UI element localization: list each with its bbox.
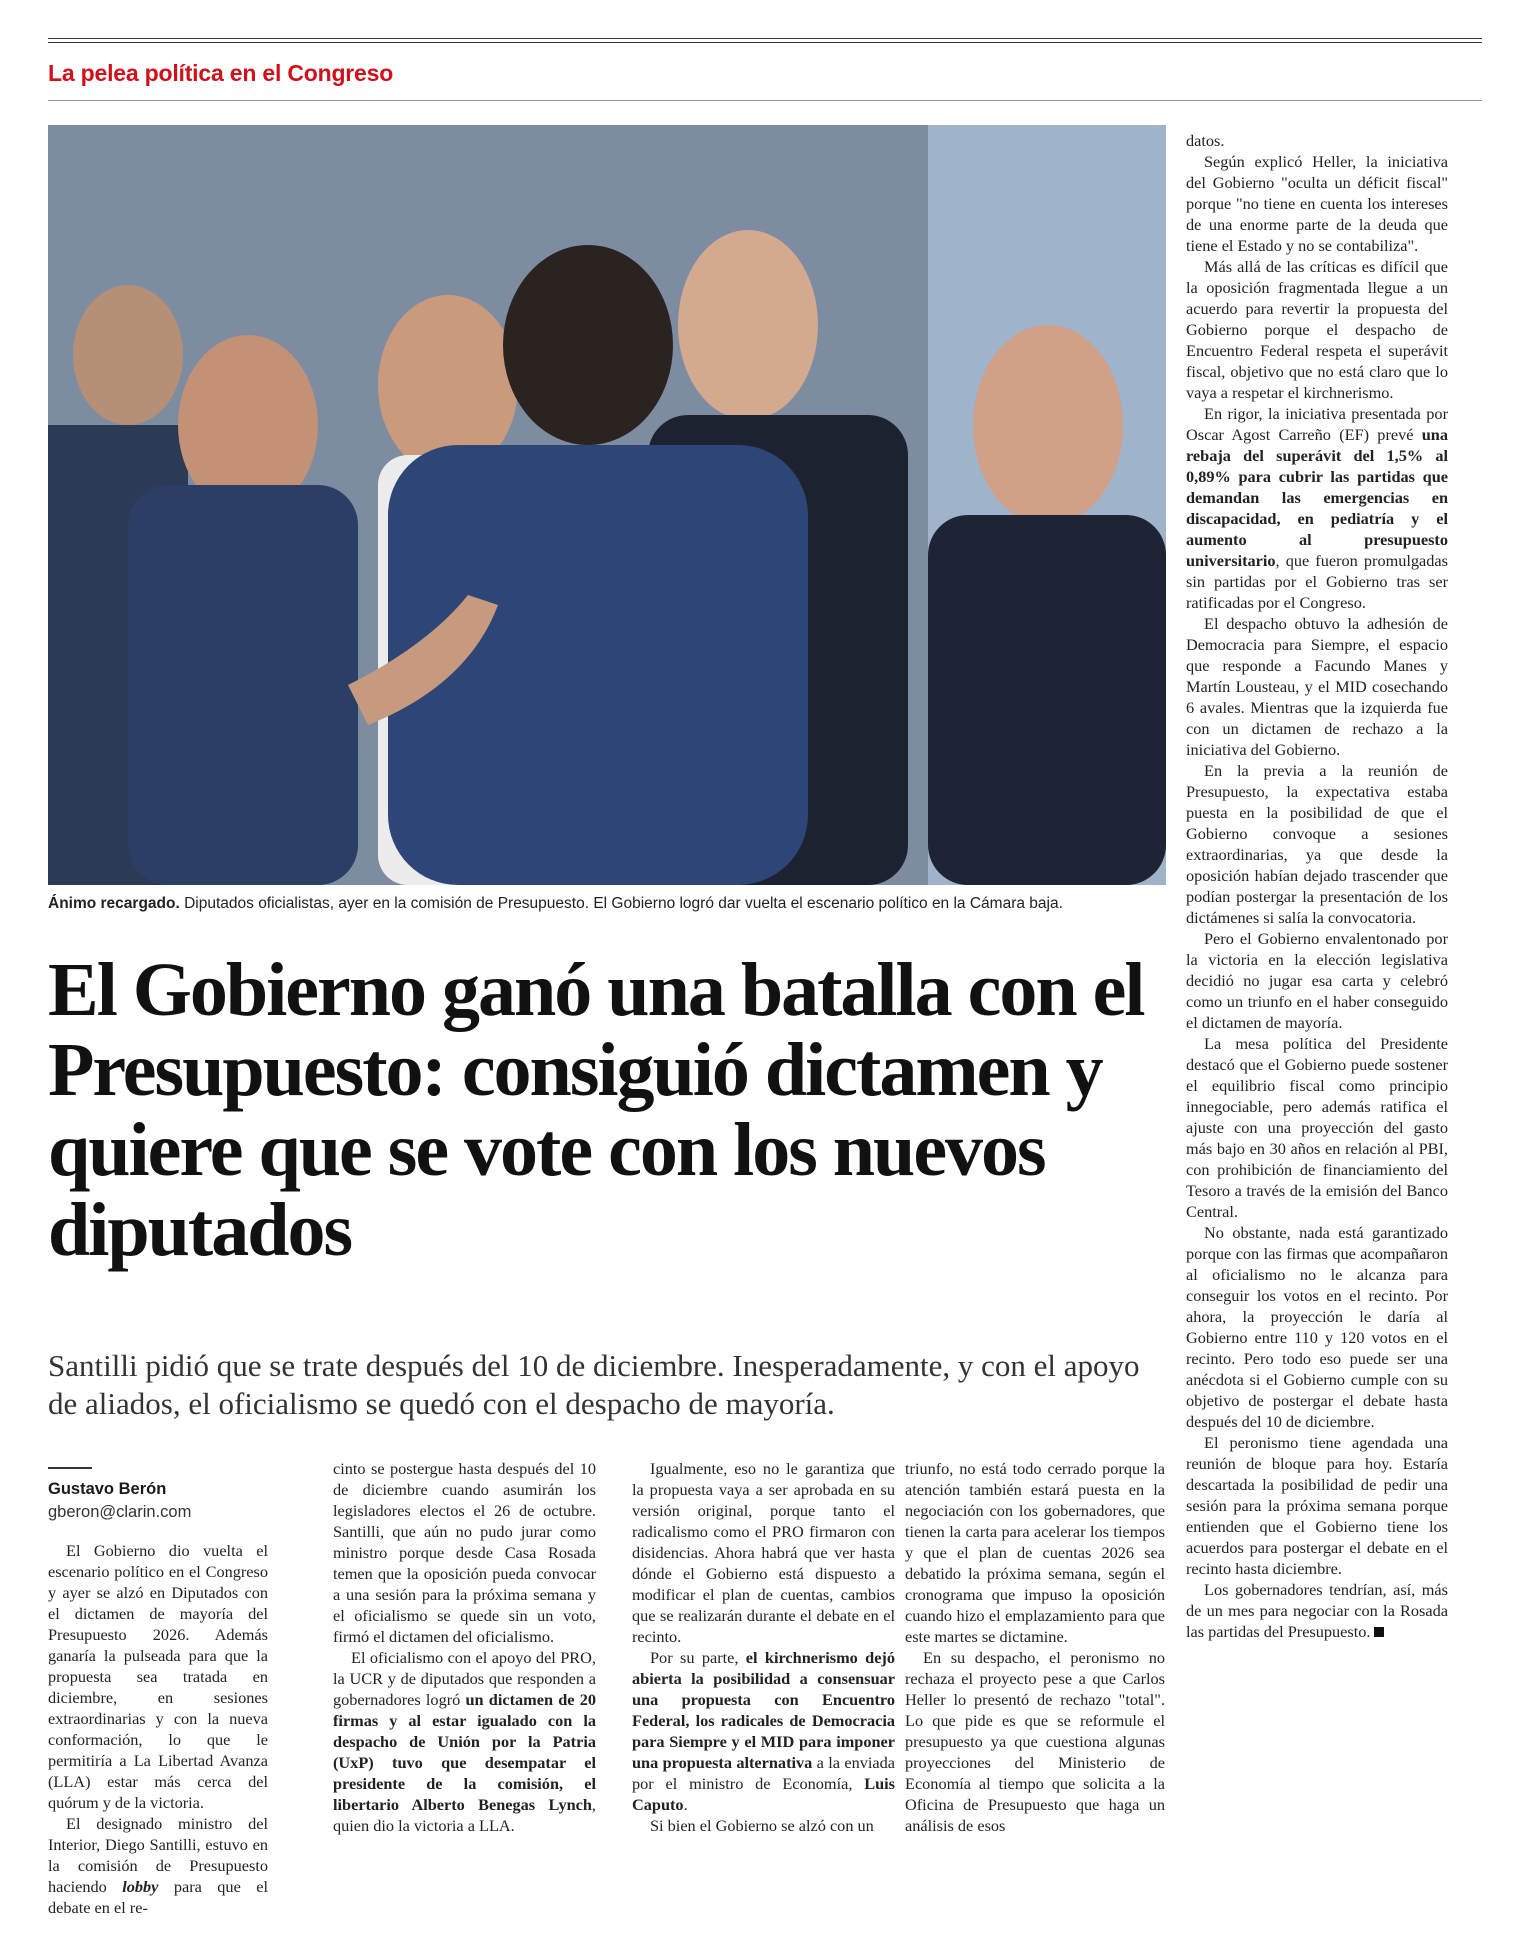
caption-text: Diputados oficialistas, ayer en la comisión de Presupuesto. El Gobierno logró dar vuelta el escenario político en la Cámara baja. bbox=[179, 895, 1063, 912]
text-run: Por su parte, bbox=[650, 1648, 746, 1667]
paragraph bbox=[333, 1647, 596, 1836]
deck-subtitle: Santilli pidió que se trate después del 10 de diciembre. Inesperadamente, y con el apoyo de aliados, el oficialismo se quedó con el despacho de mayoría. bbox=[48, 1348, 1140, 1421]
headline: El Gobierno ganó una batalla con el Presupuesto: consiguió dictamen y quiere que se vote con los nuevos diputados bbox=[48, 948, 1144, 1272]
body-column-3 bbox=[632, 1458, 895, 1836]
byline-rule bbox=[48, 1467, 92, 1469]
paragraph: Igualmente, eso no le garantiza que la propuesta vaya a ser aprobada en su versión original, porque tanto el radicalismo como el PRO firmaron con disidencias. Ahora habrá que ver hasta dónde el Gobierno está dispuesto a modificar el plan de cuentas, cambios que se realizarán durante el debate en el recinto. bbox=[632, 1459, 895, 1646]
bold-run: un dictamen de 20 firmas y al estar igualado con la despacho de Unión por la Patria (UxP) tuvo que desempatar el presidente de la comisión, el libertario Alberto Benegas Lynch bbox=[333, 1690, 596, 1814]
bold-run: Luis Caputo bbox=[632, 1774, 895, 1814]
paragraph: El Gobierno dio vuelta el escenario político en el Congreso y ayer se alzó en Diputados con el dictamen de mayoría del Presupuesto 2026. Además ganaría la pulseada para que la propuesta sea tratada en diciembre, en sesiones extraordinarias y con la nueva conformación, lo que le permitiría a La Libertad Avanza (LLA) estar más cerca del quórum y de la victoria. bbox=[48, 1541, 268, 1812]
paragraph: No obstante, nada está garantizado porque con las firmas que acompañaron al oficialismo no le alcanza para conseguir los votos en el recinto. Por ahora, la proyección le daría al Gobierno entre 110 y 120 votos en el recinto. Pero todo eso puede ser una anécdota si el Gobierno cumple con su objetivo de postergar el debate hasta después del 10 de diciembre. bbox=[1186, 1223, 1448, 1431]
text-run: , quien dio la victoria a LLA. bbox=[333, 1795, 596, 1835]
text-run: El oficialismo con el apoyo del PRO, la UCR y de diputados que responden a gobernadores logró bbox=[333, 1648, 596, 1709]
section-label: La pelea política en el Congreso bbox=[48, 60, 394, 86]
body-column-5 bbox=[1186, 130, 1448, 1642]
body-column-4 bbox=[905, 1458, 1165, 1836]
text-run: Los gobernadores tendrían, así, más de un mes para negociar con la Rosada las partidas del Presupuesto. bbox=[1186, 1580, 1448, 1641]
paragraph bbox=[1186, 403, 1448, 613]
paragraph: Según explicó Heller, la iniciativa del Gobierno "oculta un déficit fiscal" porque "no tiene en cuenta los intereses de una enorme parte de la deuda que tiene el Estado y no se contabiliza". bbox=[1186, 152, 1448, 255]
paragraph: Más allá de las críticas es difícil que la oposición fragmentada llegue a un acuerdo para revertir la propuesta del Gobierno porque el despacho de Encuentro Federal respeta el superávit fiscal, objetivo que no está claro que lo vaya a respetar el kirchnerismo. bbox=[1186, 257, 1448, 402]
italic-run: lobby bbox=[122, 1877, 159, 1896]
section-rule bbox=[48, 100, 1482, 101]
news-photo bbox=[48, 125, 1166, 885]
paragraph: Si bien el Gobierno se alzó con un bbox=[650, 1816, 874, 1835]
paragraph bbox=[632, 1647, 895, 1815]
byline-author: Gustavo Berón bbox=[48, 1480, 167, 1498]
photo-illustration bbox=[48, 125, 1166, 885]
text-run: a la enviada por el ministro de Economía, bbox=[632, 1753, 896, 1793]
bold-run: el kirchnerismo dejó abierta la posibilidad a consensuar una propuesta con Encuentro Federal, los radicales de Democracia para Siempre y el MID para imponer una propuesta alternativa bbox=[632, 1648, 895, 1772]
photo-caption bbox=[48, 895, 1166, 913]
paragraph bbox=[48, 1813, 268, 1918]
body-column-2 bbox=[333, 1458, 596, 1836]
paragraph: datos. bbox=[1186, 131, 1225, 150]
text-run: En rigor, la iniciativa presentada por Oscar Agost Carreño (EF) prevé bbox=[1186, 404, 1448, 444]
byline-email: gberon@clarin.com bbox=[48, 1503, 192, 1521]
text-run: para que el debate en el re- bbox=[48, 1877, 268, 1917]
paragraph: La mesa política del Presidente destacó que el Gobierno puede sostener el equilibrio fiscal como principio innegociable, pero además ratifica el ajuste con una proyección del gasto más bajo en 30 años en relación al PBI, con prohibición de financiamiento del Tesoro a través de la emisión del Banco Central. bbox=[1186, 1034, 1448, 1221]
text-run: El designado ministro del Interior, Diego Santilli, estuvo en la comisión de Presupuesto haciendo bbox=[48, 1814, 268, 1896]
paragraph: En su despacho, el peronismo no rechaza el proyecto pese a que Carlos Heller lo presentó de rechazo "total". Lo que pide es que se reformule el presupuesto ya que cuestiona algunas proyecciones del Ministerio de Economía al tiempo que solicita a la Oficina de Presupuesto que haga un análisis de esos bbox=[905, 1648, 1165, 1835]
top-rule bbox=[48, 38, 1482, 39]
paragraph: El peronismo tiene agendada una reunión de bloque para hoy. Estaría descartada la posibilidad de pedir una sesión para la próxima semana porque entienden que el Gobierno tiene los acuerdos para postergar el debate en el recinto hasta diciembre. bbox=[1186, 1433, 1448, 1578]
paragraph: El despacho obtuvo la adhesión de Democracia para Siempre, el espacio que responde a Facundo Manes y Martín Lousteau, y el MID cosechando 6 avales. Mientras que la izquierda fue con un dictamen de rechazo a la iniciativa del Gobierno. bbox=[1186, 614, 1448, 759]
paragraph: Pero el Gobierno envalentonado por la victoria en la elección legislativa decidió no jugar esa carta y celebró como un triunfo en el haber conseguido el dictamen de mayoría. bbox=[1186, 929, 1448, 1032]
paragraph: triunfo, no está todo cerrado porque la atención también estará puesta en la negociación con los gobernadores, que tienen la carta para acelerar los tiempos y que el plan de cuentas 2026 sea debatido la próxima semana, según el cronograma que impuso la oposición cuando hizo el emplazamiento para que este martes se dictamine. bbox=[905, 1459, 1165, 1646]
text-run: , que fueron promulgadas sin partidas por el Gobierno tras ser ratificadas por el Congreso. bbox=[1186, 551, 1448, 612]
paragraph bbox=[1186, 1579, 1448, 1642]
paragraph: En la previa a la reunión de Presupuesto, la expectativa estaba puesta en la posibilidad de que el Gobierno convoque a sesiones extraordinarias, ya que desde la oposición habían dejado trascender que podían postergar la presentación de los dictámenes si salía la convocatoria. bbox=[1186, 761, 1448, 927]
end-mark-icon bbox=[1374, 1627, 1384, 1637]
top-rule-2 bbox=[48, 42, 1482, 43]
paragraph: cinto se postergue hasta después del 10 de diciembre cuando asumirán los legisladores electos el 26 de octubre. Santilli, que aún no pudo jurar como ministro porque desde Casa Rosada temen que la oposición pueda convocar a una sesión para la próxima semana y el oficialismo se quede sin un voto, firmó el dictamen del oficialismo. bbox=[333, 1459, 596, 1646]
text-run: . bbox=[683, 1795, 688, 1814]
bold-run: una rebaja del superávit del 1,5% al 0,89% para cubrir las partidas que demandan las emergencias en discapacidad, en pediatría y el aumento al presupuesto universitario bbox=[1186, 425, 1448, 570]
body-column-1 bbox=[48, 1540, 268, 1918]
caption-lead: Ánimo recargado. bbox=[48, 895, 180, 912]
